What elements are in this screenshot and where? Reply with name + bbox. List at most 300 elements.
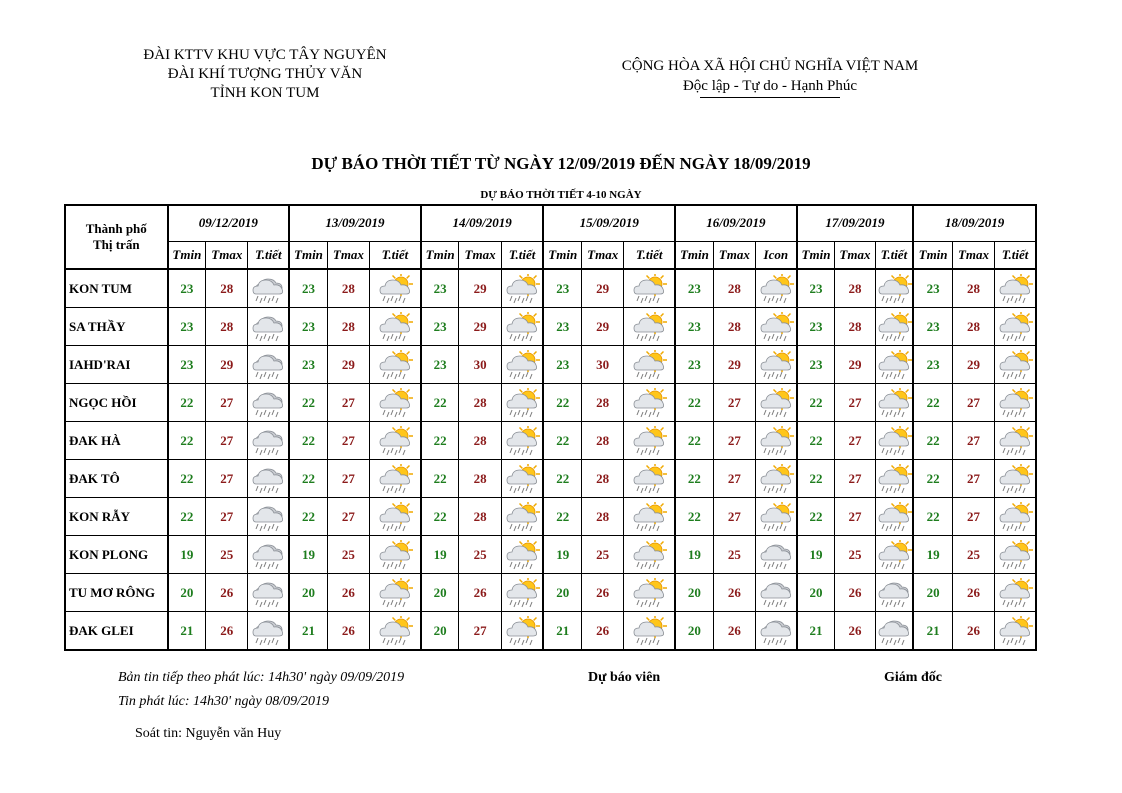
weather-header: T.tiết [501, 241, 543, 269]
sun-rain-icon [370, 540, 420, 570]
tmax-value: 30 [459, 346, 501, 384]
sun-rain-icon [876, 502, 913, 532]
tmax-value: 27 [713, 384, 755, 422]
tmax-value: 29 [713, 346, 755, 384]
tmin-value: 23 [421, 346, 459, 384]
sun-rain-icon [995, 464, 1035, 494]
city-header-line-2: Thị trấn [92, 237, 140, 252]
tmax-header: Tmax [327, 241, 369, 269]
weather-cell [624, 308, 675, 346]
sun-rain-icon [624, 578, 674, 608]
tmax-value: 28 [206, 308, 248, 346]
weather-cell [755, 269, 796, 308]
tmax-value: 28 [459, 384, 501, 422]
tmax-value: 27 [206, 422, 248, 460]
tmax-value: 27 [327, 460, 369, 498]
weather-cell [995, 574, 1036, 612]
table-row [65, 422, 1036, 460]
sun-rain-icon [995, 312, 1035, 342]
weather-cell [755, 536, 796, 574]
tmin-value: 23 [913, 269, 952, 308]
tmax-value: 30 [582, 346, 624, 384]
tmax-value: 29 [327, 346, 369, 384]
sun-rain-icon [502, 578, 543, 608]
weather-cell [875, 460, 913, 498]
tmax-header: Tmax [206, 241, 248, 269]
sun-rain-icon [756, 312, 796, 342]
sun-rain-icon [624, 388, 674, 418]
tmin-value: 23 [797, 269, 835, 308]
rain-cloud-icon [876, 616, 913, 646]
tmax-value: 26 [835, 574, 875, 612]
weather-cell [755, 574, 796, 612]
tmin-value: 22 [797, 422, 835, 460]
tmin-value: 21 [543, 612, 581, 651]
tmax-value: 28 [459, 460, 501, 498]
sun-rain-icon [756, 274, 796, 304]
weather-cell [624, 384, 675, 422]
rain-cloud-icon [248, 616, 288, 646]
director-label: Giám đốc [884, 670, 942, 685]
tmin-value: 23 [289, 308, 327, 346]
tmin-value: 23 [543, 269, 581, 308]
sun-rain-icon [502, 426, 543, 456]
tmin-value: 20 [797, 574, 835, 612]
sun-rain-icon [370, 426, 420, 456]
tmin-value: 22 [675, 384, 713, 422]
sun-rain-icon [502, 464, 543, 494]
tmin-value: 20 [421, 612, 459, 651]
sun-rain-icon [370, 616, 420, 646]
next-issue-note: Bản tin tiếp theo phát lúc: 14h30' ngày 09/09/2019 [118, 670, 405, 685]
weather-cell [755, 308, 796, 346]
tmin-value: 22 [543, 498, 581, 536]
tmax-value: 27 [952, 384, 994, 422]
tmin-value: 22 [421, 460, 459, 498]
tmin-value: 23 [797, 346, 835, 384]
tmax-value: 25 [835, 536, 875, 574]
date-header: 13/09/2019 [289, 205, 421, 241]
tmax-value: 28 [582, 498, 624, 536]
tmax-value: 27 [713, 460, 755, 498]
table-row [65, 536, 1036, 574]
tmin-value: 22 [543, 422, 581, 460]
org-line-3: TỈNH KON TUM [210, 85, 320, 101]
sun-rain-icon [995, 540, 1035, 570]
tmin-value: 22 [797, 498, 835, 536]
weather-cell [875, 269, 913, 308]
weather-cell [755, 612, 796, 651]
date-header: 14/09/2019 [421, 205, 544, 241]
tmax-value: 26 [206, 612, 248, 651]
weather-cell [624, 612, 675, 651]
tmin-value: 19 [543, 536, 581, 574]
tmin-header: Tmin [289, 241, 327, 269]
sun-rain-icon [624, 350, 674, 380]
tmin-value: 22 [543, 384, 581, 422]
weather-cell [755, 384, 796, 422]
org-line-2: ĐÀI KHÍ TƯỢNG THỦY VĂN [167, 66, 363, 82]
tmax-value: 28 [582, 422, 624, 460]
weather-cell [248, 346, 289, 384]
forecast-rows [65, 269, 1036, 650]
tmax-value: 28 [713, 308, 755, 346]
tmax-value: 28 [713, 269, 755, 308]
sun-rain-icon [370, 350, 420, 380]
tmin-value: 23 [168, 269, 206, 308]
rain-cloud-icon [248, 464, 288, 494]
sun-rain-icon [756, 426, 796, 456]
tmax-value: 27 [835, 498, 875, 536]
tmin-value: 23 [421, 308, 459, 346]
tmax-value: 28 [327, 308, 369, 346]
table-row [65, 346, 1036, 384]
tmin-value: 23 [913, 346, 952, 384]
tmin-value: 23 [543, 346, 581, 384]
tmax-value: 27 [713, 422, 755, 460]
weather-cell [755, 422, 796, 460]
tmax-header: Tmax [835, 241, 875, 269]
date-header-row [65, 205, 1036, 241]
tmax-value: 27 [952, 422, 994, 460]
tmax-header: Tmax [459, 241, 501, 269]
tmax-header: Tmax [952, 241, 994, 269]
tmin-value: 22 [675, 422, 713, 460]
tmin-header: Tmin [675, 241, 713, 269]
tmax-value: 27 [713, 498, 755, 536]
nation-header [595, 56, 945, 98]
tmax-value: 27 [459, 612, 501, 651]
tmax-value: 29 [206, 346, 248, 384]
sun-rain-icon [624, 312, 674, 342]
weather-cell [248, 384, 289, 422]
weather-cell [501, 536, 543, 574]
sun-rain-icon [876, 388, 913, 418]
tmax-value: 25 [327, 536, 369, 574]
tmax-value: 29 [835, 346, 875, 384]
sun-rain-icon [876, 426, 913, 456]
city-name: KON TUM [65, 269, 168, 308]
tmax-value: 25 [206, 536, 248, 574]
weather-cell [501, 384, 543, 422]
tmax-value: 26 [952, 574, 994, 612]
tmax-value: 25 [459, 536, 501, 574]
sun-rain-icon [995, 350, 1035, 380]
weather-cell [995, 422, 1036, 460]
sun-rain-icon [370, 578, 420, 608]
weather-cell [248, 269, 289, 308]
sun-rain-icon [624, 464, 674, 494]
weather-cell [875, 346, 913, 384]
tmax-value: 27 [835, 460, 875, 498]
city-name: KON RẪY [65, 498, 168, 536]
weather-cell [370, 346, 421, 384]
tmax-value: 27 [327, 422, 369, 460]
tmin-value: 20 [421, 574, 459, 612]
weather-cell [501, 574, 543, 612]
tmin-header: Tmin [913, 241, 952, 269]
sun-rain-icon [502, 274, 543, 304]
weather-cell [248, 574, 289, 612]
city-name: ĐAK TÔ [65, 460, 168, 498]
sun-rain-icon [370, 464, 420, 494]
weather-cell [370, 384, 421, 422]
tmin-value: 23 [168, 346, 206, 384]
weather-cell [370, 269, 421, 308]
sun-rain-icon [502, 616, 543, 646]
rain-cloud-icon [756, 616, 796, 646]
weather-cell [995, 308, 1036, 346]
weather-cell [501, 346, 543, 384]
weather-cell [875, 498, 913, 536]
tmin-value: 23 [797, 308, 835, 346]
weather-header: T.tiết [370, 241, 421, 269]
city-name: ĐAK GLEI [65, 612, 168, 651]
weather-cell [501, 498, 543, 536]
rain-cloud-icon [756, 540, 796, 570]
tmax-value: 25 [952, 536, 994, 574]
tmax-value: 26 [835, 612, 875, 651]
tmax-value: 29 [459, 269, 501, 308]
tmin-value: 21 [797, 612, 835, 651]
tmin-value: 23 [421, 269, 459, 308]
tmin-value: 19 [913, 536, 952, 574]
tmax-value: 27 [206, 498, 248, 536]
rain-cloud-icon [248, 312, 288, 342]
weather-cell [624, 269, 675, 308]
tmin-value: 23 [675, 308, 713, 346]
tmin-value: 23 [675, 346, 713, 384]
forecast-table [64, 204, 1037, 651]
tmin-value: 22 [168, 460, 206, 498]
forecaster-label: Dự báo viên [588, 670, 661, 685]
sun-rain-icon [876, 274, 913, 304]
tmin-value: 21 [913, 612, 952, 651]
tmin-value: 21 [168, 612, 206, 651]
tmax-value: 26 [713, 612, 755, 651]
date-header: 09/12/2019 [168, 205, 290, 241]
weather-cell [370, 498, 421, 536]
city-header-line-1: Thành phố [85, 221, 147, 236]
tmin-value: 22 [289, 384, 327, 422]
weather-cell [875, 574, 913, 612]
tmax-value: 26 [327, 574, 369, 612]
tmax-value: 26 [582, 574, 624, 612]
tmax-value: 28 [459, 422, 501, 460]
sun-rain-icon [624, 502, 674, 532]
weather-header: T.tiết [995, 241, 1036, 269]
weather-cell [370, 574, 421, 612]
tmin-value: 19 [675, 536, 713, 574]
tmin-value: 22 [168, 384, 206, 422]
tmax-value: 28 [206, 269, 248, 308]
weather-cell [248, 536, 289, 574]
weather-cell [624, 460, 675, 498]
tmax-value: 25 [582, 536, 624, 574]
tmin-value: 22 [797, 384, 835, 422]
weather-cell [501, 422, 543, 460]
tmax-value: 26 [582, 612, 624, 651]
tmax-value: 28 [582, 460, 624, 498]
sun-rain-icon [995, 388, 1035, 418]
tmin-header: Tmin [168, 241, 206, 269]
tmin-value: 19 [289, 536, 327, 574]
tmin-value: 22 [543, 460, 581, 498]
tmax-value: 26 [713, 574, 755, 612]
rain-cloud-icon [248, 426, 288, 456]
tmin-value: 20 [675, 574, 713, 612]
weather-cell [755, 346, 796, 384]
weather-cell [995, 460, 1036, 498]
tmin-header: Tmin [421, 241, 459, 269]
weather-cell [624, 536, 675, 574]
rain-cloud-icon [756, 578, 796, 608]
tmin-value: 23 [168, 308, 206, 346]
tmax-value: 27 [835, 384, 875, 422]
tmin-value: 20 [543, 574, 581, 612]
city-column-header [65, 205, 168, 269]
sun-rain-icon [502, 312, 543, 342]
sun-rain-icon [995, 426, 1035, 456]
rain-cloud-icon [248, 502, 288, 532]
tmin-value: 23 [289, 346, 327, 384]
weather-cell [501, 612, 543, 651]
tmax-value: 29 [952, 346, 994, 384]
weather-cell [248, 460, 289, 498]
tmin-value: 23 [289, 269, 327, 308]
tmin-value: 22 [797, 460, 835, 498]
weather-cell [875, 612, 913, 651]
table-row [65, 574, 1036, 612]
tmin-value: 20 [168, 574, 206, 612]
sun-rain-icon [370, 312, 420, 342]
sun-rain-icon [502, 388, 543, 418]
rain-cloud-icon [248, 274, 288, 304]
tmax-value: 27 [835, 422, 875, 460]
sun-rain-icon [995, 274, 1035, 304]
org-line-1: ĐÀI KTTV KHU VỰC TÂY NGUYÊN [143, 47, 387, 63]
rain-cloud-icon [876, 578, 913, 608]
tmin-value: 22 [913, 460, 952, 498]
weather-cell [875, 422, 913, 460]
weather-cell [995, 269, 1036, 308]
tmax-value: 27 [327, 498, 369, 536]
tmin-header: Tmin [543, 241, 581, 269]
city-name: IAHD'RAI [65, 346, 168, 384]
table-row [65, 460, 1036, 498]
date-header: 17/09/2019 [797, 205, 914, 241]
table-row [65, 612, 1036, 651]
weather-cell [248, 308, 289, 346]
rain-cloud-icon [248, 578, 288, 608]
weather-cell [501, 269, 543, 308]
sun-rain-icon [370, 388, 420, 418]
tmin-value: 21 [289, 612, 327, 651]
issued-note: Tin phát lúc: 14h30' ngày 08/09/2019 [118, 694, 330, 709]
tmin-value: 23 [543, 308, 581, 346]
sun-rain-icon [624, 540, 674, 570]
tmin-value: 20 [289, 574, 327, 612]
tmax-value: 26 [952, 612, 994, 651]
tmin-value: 19 [797, 536, 835, 574]
tmin-value: 19 [421, 536, 459, 574]
weather-header: T.tiết [624, 241, 675, 269]
weather-header: T.tiết [248, 241, 289, 269]
tmin-value: 23 [913, 308, 952, 346]
tmax-value: 28 [835, 269, 875, 308]
sun-rain-icon [876, 464, 913, 494]
tmax-value: 27 [327, 384, 369, 422]
date-header: 16/09/2019 [675, 205, 797, 241]
tmin-value: 22 [421, 384, 459, 422]
tmax-value: 28 [327, 269, 369, 308]
city-name: ĐAK HÀ [65, 422, 168, 460]
weather-cell [624, 422, 675, 460]
city-name: KON PLONG [65, 536, 168, 574]
tmin-value: 22 [675, 498, 713, 536]
org-header [120, 46, 410, 103]
tmax-value: 27 [206, 384, 248, 422]
tmax-value: 29 [582, 269, 624, 308]
tmax-value: 28 [952, 269, 994, 308]
sun-rain-icon [876, 540, 913, 570]
weather-cell [875, 308, 913, 346]
weather-cell [370, 612, 421, 651]
weather-cell [995, 346, 1036, 384]
tmax-value: 27 [952, 498, 994, 536]
date-header: 18/09/2019 [913, 205, 1036, 241]
sun-rain-icon [995, 578, 1035, 608]
tmax-value: 26 [206, 574, 248, 612]
table-row [65, 308, 1036, 346]
page-title: DỰ BÁO THỜI TIẾT TỪ NGÀY 12/09/2019 ĐẾN NGÀY 18/09/2019 [311, 154, 811, 173]
column-header-row [65, 241, 1036, 269]
tmin-value: 20 [913, 574, 952, 612]
tmin-value: 22 [289, 460, 327, 498]
rain-cloud-icon [248, 388, 288, 418]
tmin-value: 22 [421, 498, 459, 536]
tmax-value: 28 [835, 308, 875, 346]
weather-cell [248, 612, 289, 651]
weather-cell [624, 574, 675, 612]
weather-cell [248, 422, 289, 460]
tmin-value: 20 [675, 612, 713, 651]
weather-cell [875, 536, 913, 574]
sun-rain-icon [756, 388, 796, 418]
rain-cloud-icon [248, 350, 288, 380]
tmax-value: 27 [206, 460, 248, 498]
sun-rain-icon [624, 616, 674, 646]
weather-cell [248, 498, 289, 536]
sun-rain-icon [876, 312, 913, 342]
weather-cell [755, 498, 796, 536]
tmin-value: 22 [168, 498, 206, 536]
tmax-value: 29 [459, 308, 501, 346]
nation-name: CỘNG HÒA XÃ HỘI CHỦ NGHĨA VIỆT NAM [621, 58, 919, 74]
tmax-header: Tmax [582, 241, 624, 269]
tmax-value: 26 [459, 574, 501, 612]
weather-cell [370, 460, 421, 498]
tmin-value: 22 [675, 460, 713, 498]
tmax-value: 28 [459, 498, 501, 536]
sun-rain-icon [502, 350, 543, 380]
tmin-value: 22 [421, 422, 459, 460]
city-name: TU MƠ RÔNG [65, 574, 168, 612]
sun-rain-icon [756, 464, 796, 494]
sun-rain-icon [370, 274, 420, 304]
tmin-value: 22 [913, 422, 952, 460]
checked-by: Soát tin: Nguyễn văn Huy [135, 726, 282, 741]
